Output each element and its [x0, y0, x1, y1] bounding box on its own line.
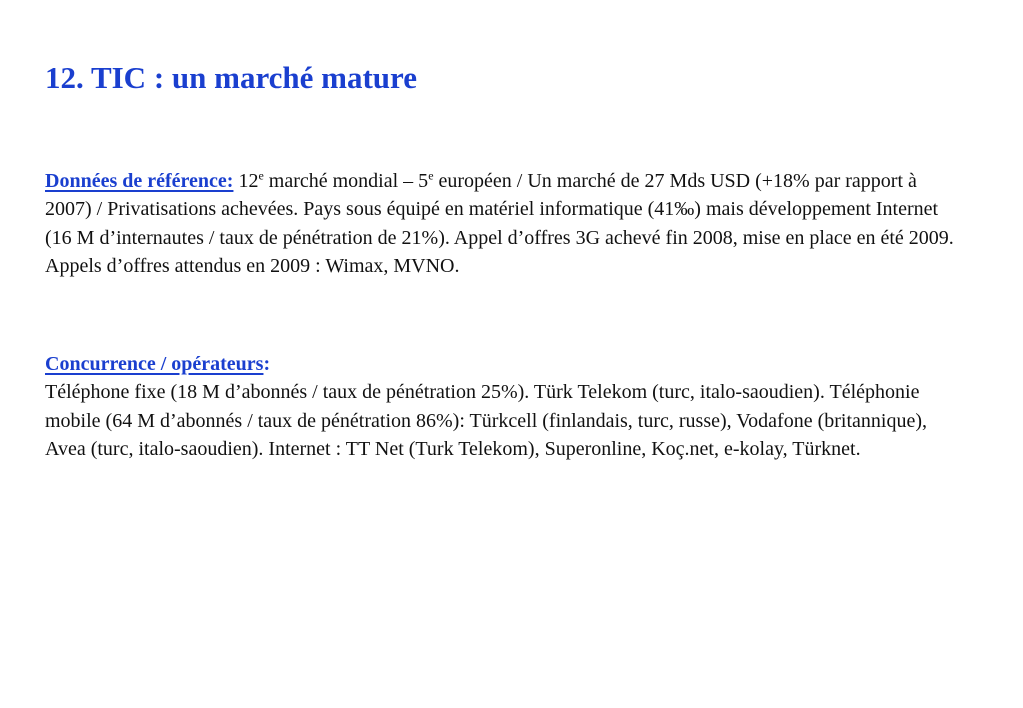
- reference-data-body: européen / Un marché de 27 Mds USD (+18% par rapport à 2007) / Privatisations achevées. Pays sous équipé en matériel informatique (41‰) mais développement Internet (16 M d’internautes / taux de pénétration de 21%). Appel d’offres 3G achevé fin 2008, mise en place en été 2009. Appels d’offres attendus en 2009 : Wimax, MVNO.: [45, 170, 954, 277]
- competition-body: Téléphone fixe (18 M d’abonnés / taux de pénétration 25%). Türk Telekom (turc, italo-saoudien). Téléphonie mobile (64 M d’abonnés / taux de pénétration 86%): Türkcell (finlandais, turc, russe), Vodafone (britannique), Avea (turc, italo-saoudien). Internet : TT Net (Turk Telekom), Superonline, Koç.net, e-kolay, Türknet.: [45, 381, 927, 460]
- competition-heading: Concurrence / opérateurs: [45, 353, 264, 375]
- rank-world-number: 12: [238, 170, 259, 192]
- competition-paragraph: [45, 350, 965, 463]
- rank-world-superscript: e: [258, 168, 264, 183]
- reference-data-heading: Données de référence:: [45, 170, 234, 192]
- reference-data-paragraph: [45, 167, 965, 280]
- competition-heading-colon: :: [263, 353, 271, 375]
- page-title: 12. TIC : un marché mature: [45, 60, 417, 95]
- rank-europe-superscript: e: [428, 168, 434, 183]
- rank-world-text: marché mondial – 5: [263, 170, 429, 192]
